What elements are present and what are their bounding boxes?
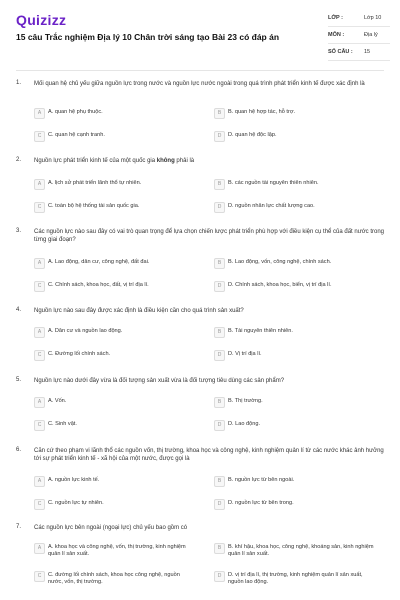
meta-subject-label: MÔN : bbox=[328, 32, 345, 38]
option-text: A. Lao động, dân cư, công nghệ, đất đai. bbox=[48, 259, 150, 265]
question-1 bbox=[16, 80, 384, 150]
option-letter-box: D bbox=[214, 202, 225, 213]
option-letter-box: B bbox=[214, 476, 225, 487]
question-number: 7. bbox=[16, 524, 22, 530]
meta-panel bbox=[328, 12, 390, 63]
question-4 bbox=[16, 307, 384, 367]
quizizz-logo: Quizizz bbox=[16, 12, 67, 28]
option-letter-box: D bbox=[214, 420, 225, 431]
option-text: D. vị trí địa lí, thị trường, kinh nghiệm quản lí sản xuất, nguồn lao động. bbox=[228, 572, 363, 585]
meta-count-row bbox=[328, 46, 390, 61]
option-text: D. quan hệ độc lập. bbox=[228, 132, 277, 138]
option-letter-box: B bbox=[214, 327, 225, 338]
option-letter-box: B bbox=[214, 397, 225, 408]
option-text: C. Sinh vật. bbox=[48, 421, 77, 427]
option-letter-box: C bbox=[34, 499, 45, 510]
question-text: Căn cứ theo phạm vi lãnh thổ các nguồn vốn, thị trường, khoa học và công nghệ, kinh nghiệm quản lí từ các nước khác ảnh hưởng tới sự phát triển kinh tế - xã hội của một nước, được gọi là bbox=[34, 448, 384, 462]
option-letter-box: C bbox=[34, 281, 45, 292]
question-number: 2. bbox=[16, 157, 22, 163]
option-letter-box: B bbox=[214, 179, 225, 190]
option-letter-box: D bbox=[214, 499, 225, 510]
option-letter-box: A bbox=[34, 258, 45, 269]
question-text: Nguồn lực nào sau đây được xác định là điều kiện cần cho quá trình sản xuất? bbox=[34, 308, 244, 314]
option-text: C. toàn bộ hệ thống tài sản quốc gia. bbox=[48, 203, 140, 209]
question-number: 3. bbox=[16, 228, 22, 234]
option-text: C. đường lối chính sách, khoa học công nghệ, nguồn nước, vốn, thị trường. bbox=[48, 572, 180, 585]
option-letter-box: A bbox=[34, 397, 45, 408]
question-text: Nguồn lực nào dưới đây vừa là đối tượng sản xuất vừa là đối tượng tiêu dùng các sản phẩm? bbox=[34, 378, 285, 384]
question-7 bbox=[16, 524, 384, 598]
option-text: A. nguồn lực kinh tế. bbox=[48, 477, 100, 483]
option-text: C. Chính sách, khoa học, đất, vị trí địa lí. bbox=[48, 282, 149, 288]
meta-count-value: 15 bbox=[364, 49, 371, 55]
option-letter-box: C bbox=[34, 202, 45, 213]
question-text: Các nguồn lực bên ngoài (ngoại lực) chủ yếu bao gồm có bbox=[34, 525, 188, 531]
option-text: D. Chính sách, khoa học, biển, vị trí địa lí. bbox=[228, 282, 332, 288]
option-letter-box: A bbox=[34, 476, 45, 487]
option-letter-box: C bbox=[34, 350, 45, 361]
option-text: B. quan hệ hợp tác, hỗ trợ. bbox=[228, 109, 296, 115]
question-text-emphasis: không bbox=[156, 158, 175, 164]
option-text: B. khí hậu, khoa học, công nghệ, khoáng sản, kinh nghiệm quản lí sản xuất. bbox=[228, 544, 374, 557]
question-number: 1. bbox=[16, 80, 22, 86]
option-text: D. Vị trí địa lí. bbox=[228, 351, 262, 357]
question-3 bbox=[16, 228, 384, 298]
option-text: C. Đường lối chính sách. bbox=[48, 351, 111, 357]
meta-subject-row bbox=[328, 29, 390, 44]
option-letter-box: A bbox=[34, 543, 45, 554]
option-letter-box: D bbox=[214, 571, 225, 582]
option-text: C. quan hệ cạnh tranh. bbox=[48, 132, 105, 138]
meta-class-row bbox=[328, 12, 390, 27]
option-text: B. Thị trường. bbox=[228, 398, 263, 404]
option-letter-box: A bbox=[34, 179, 45, 190]
meta-subject-value: Địa lý bbox=[364, 32, 378, 38]
option-text: D. Lao động. bbox=[228, 421, 261, 427]
option-letter-box: C bbox=[34, 571, 45, 582]
header-divider bbox=[16, 70, 384, 71]
option-text: A. quan hệ phụ thuộc. bbox=[48, 109, 103, 115]
option-text: B. Tài nguyên thiên nhiên. bbox=[228, 328, 293, 334]
option-letter-box: C bbox=[34, 420, 45, 431]
option-text: B. các nguồn tài nguyên thiên nhiên. bbox=[228, 180, 319, 186]
question-text: Các nguồn lực nào sau đây có vai trò quan trọng để lựa chọn chiến lược phát triển phù hợp với điều kiện cụ thể của đất nước trong từng giai đoạn? bbox=[34, 229, 385, 243]
document-title: 15 câu Trắc nghiệm Địa lý 10 Chân trời sáng tạo Bài 23 có đáp án bbox=[16, 32, 280, 42]
option-letter-box: B bbox=[214, 543, 225, 554]
question-text-end: phải là bbox=[174, 158, 195, 164]
option-text: A. Dân cư và nguồn lao động. bbox=[48, 328, 123, 334]
option-text: C. nguồn lực tự nhiên. bbox=[48, 500, 104, 506]
option-letter-box: D bbox=[214, 350, 225, 361]
meta-count-label: SỐ CÂU : bbox=[328, 49, 353, 55]
option-text: D. nguồn lực từ bên trong. bbox=[228, 500, 294, 506]
option-letter-box: A bbox=[34, 327, 45, 338]
option-text: B. Lao động, vốn, công nghệ, chính sách. bbox=[228, 259, 332, 265]
question-text bbox=[34, 157, 384, 165]
option-text: A. Vốn. bbox=[48, 398, 67, 404]
option-text: A. khoa học và công nghệ, vốn, thị trường, kinh nghiệm quản lí sản xuất. bbox=[48, 544, 186, 557]
meta-class-value: Lớp 10 bbox=[364, 15, 382, 21]
question-6 bbox=[16, 447, 384, 517]
option-letter-box: A bbox=[34, 108, 45, 119]
option-text: A. lịch sử phát triển lãnh thổ tự nhiên. bbox=[48, 180, 142, 186]
question-2 bbox=[16, 157, 384, 217]
question-text-start: Nguồn lực phát triển kinh tế của một quốc gia bbox=[34, 158, 157, 164]
option-letter-box: D bbox=[214, 281, 225, 292]
option-letter-box: D bbox=[214, 131, 225, 142]
option-letter-box: B bbox=[214, 258, 225, 269]
option-text: B. nguồn lực từ bên ngoài. bbox=[228, 477, 295, 483]
question-number: 4. bbox=[16, 307, 22, 313]
question-5 bbox=[16, 377, 384, 437]
option-letter-box: C bbox=[34, 131, 45, 142]
option-text: D. nguồn nhân lực chất lượng cao. bbox=[228, 203, 315, 209]
question-number: 5. bbox=[16, 377, 22, 383]
option-letter-box: B bbox=[214, 108, 225, 119]
worksheet-header bbox=[0, 0, 400, 70]
question-number: 6. bbox=[16, 447, 22, 453]
meta-class-label: LỚP : bbox=[328, 15, 343, 21]
question-text: Mối quan hệ chủ yếu giữa nguồn lực trong nước và nguồn lực nước ngoài trong quá trình phát triển kinh tế được xác định là bbox=[34, 81, 365, 87]
